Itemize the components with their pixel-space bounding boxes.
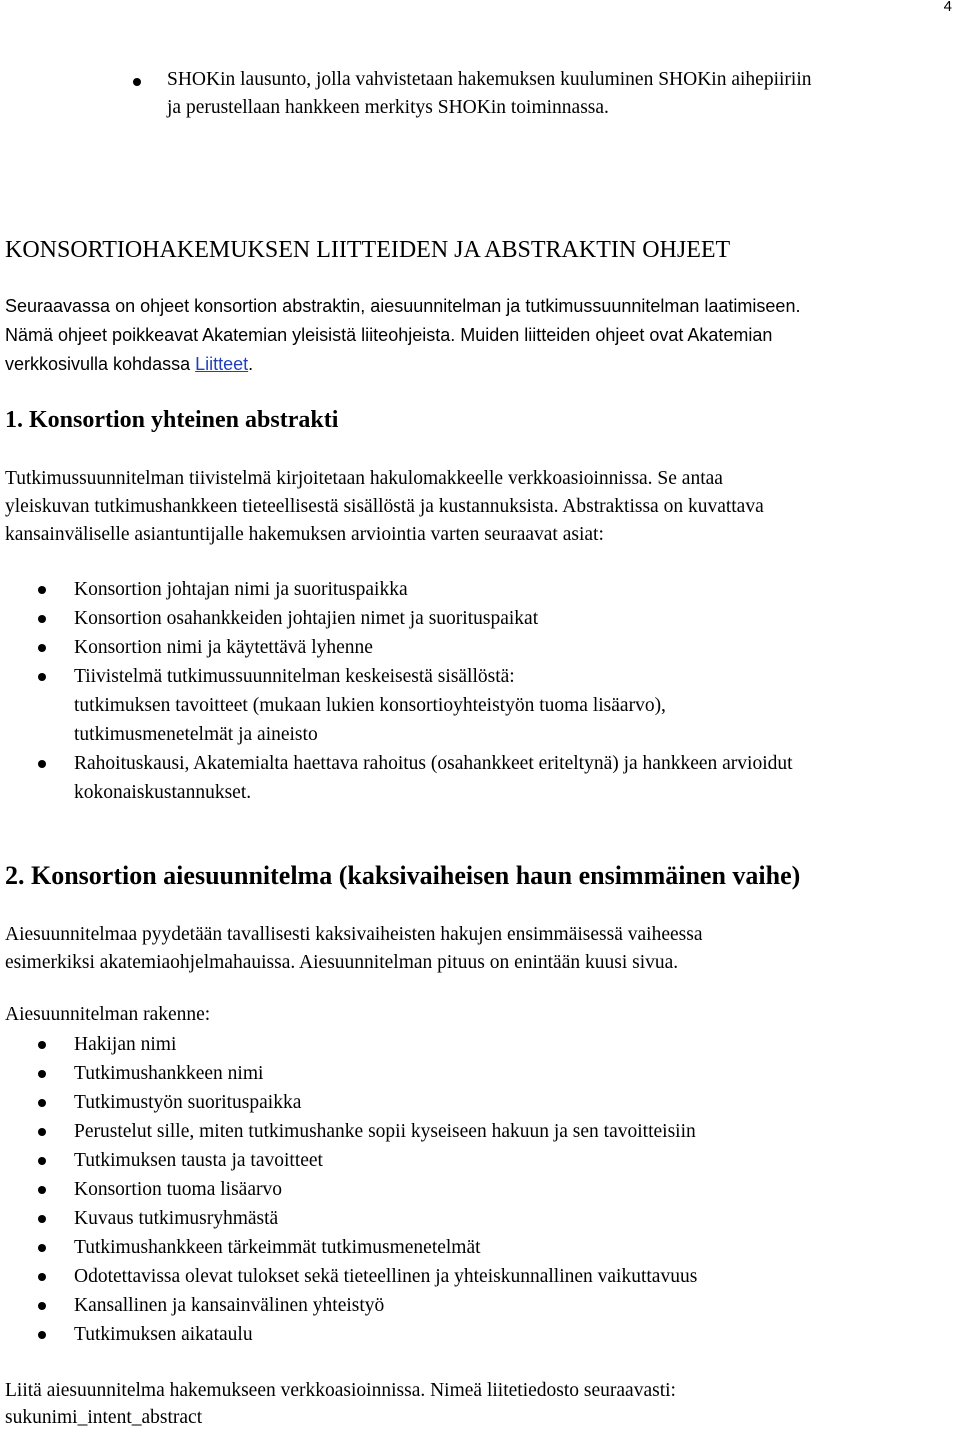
list-item (0, 1175, 697, 1204)
bullet-icon (38, 615, 46, 623)
section-1-heading: 1. Konsortion yhteinen abstrakti (5, 407, 339, 433)
bullet-icon (38, 586, 46, 594)
list-item (0, 1117, 697, 1146)
list-item (0, 575, 793, 604)
list-item-text: Kuvaus tutkimusryhmästä (74, 1208, 279, 1229)
list-item (0, 1030, 697, 1059)
structure-label: Aiesuunnitelman rakenne: (5, 1004, 211, 1025)
section-1-paragraph-line: Tutkimussuunnitelman tiivistelmä kirjoitetaan hakulomakkeelle verkkoasioinnissa. Se antaa (5, 468, 723, 489)
section-1-paragraph-line: yleiskuvan tutkimushankkeen tieteellisestä sisällöstä ja kustannuksista. Abstraktissa on kuvattava (5, 496, 764, 517)
section-2-heading: 2. Konsortion aiesuunnitelma (kaksivaiheisen haun ensimmäinen vaihe) (5, 861, 801, 890)
list-item-text: Perustelut sille, miten tutkimushanke sopii kyseiseen hakuun ja sen tavoitteisiin (74, 1121, 696, 1142)
intro-paragraph-line-3-suffix: . (248, 354, 254, 374)
list-item (0, 662, 793, 749)
intro-item-line-2: ja perustellaan hankkeen merkitys SHOKin toiminnassa. (167, 97, 609, 118)
bullet-icon (38, 1244, 46, 1252)
list-item-text: Hakijan nimi (74, 1034, 177, 1055)
list-item (0, 604, 793, 633)
bullet-icon (38, 644, 46, 652)
closing-line-2: sukunimi_intent_abstract (5, 1407, 203, 1428)
liitteet-link[interactable]: Liitteet (195, 354, 249, 374)
list-item-text: Tutkimushankkeen tärkeimmät tutkimusmenetelmät (74, 1237, 481, 1258)
list-item-text: kokonaiskustannukset. (74, 782, 252, 803)
bullet-icon (133, 78, 141, 86)
list-item (0, 1059, 697, 1088)
list-item (0, 749, 793, 807)
list-item-text: Tutkimuksen tausta ja tavoitteet (74, 1150, 323, 1171)
list-item-text: Konsortion johtajan nimi ja suorituspaikka (74, 579, 408, 600)
list-item-text: Konsortion tuoma lisäarvo (74, 1179, 282, 1200)
list-item-text: Konsortion nimi ja käytettävä lyhenne (74, 637, 373, 658)
list-item-text: Tiivistelmä tutkimussuunnitelman keskeisestä sisällöstä: (74, 666, 515, 687)
list-item (0, 633, 793, 662)
list-item-text: Tutkimustyön suorituspaikka (74, 1092, 302, 1113)
bullet-icon (38, 1070, 46, 1078)
intro-paragraph-line-2: Nämä ohjeet poikkeavat Akatemian yleisistä liiteohjeista. Muiden liitteiden ohjeet ovat Akatemian (5, 325, 773, 345)
list-item-text: tutkimusmenetelmät ja aineisto (74, 724, 318, 745)
list-item (0, 1146, 697, 1175)
section-2-list (0, 1030, 697, 1349)
list-item (0, 1204, 697, 1233)
bullet-icon (38, 760, 46, 768)
main-heading: KONSORTIOHAKEMUKSEN LIITTEIDEN JA ABSTRAKTIN OHJEET (5, 237, 731, 263)
list-item-text: Kansallinen ja kansainvälinen yhteistyö (74, 1295, 385, 1316)
list-item (0, 1291, 697, 1320)
list-item-text: Tutkimushankkeen nimi (74, 1063, 264, 1084)
bullet-icon (38, 1273, 46, 1281)
intro-paragraph-line-1: Seuraavassa on ohjeet konsortion abstraktin, aiesuunnitelman ja tutkimussuunnitelman laatimiseen. (5, 296, 801, 316)
bullet-icon (38, 1099, 46, 1107)
list-item-text: Rahoituskausi, Akatemialta haettava rahoitus (osahankkeet eriteltynä) ja hankkeen arvioidut (74, 753, 793, 774)
bullet-icon (38, 1302, 46, 1310)
bullet-icon (38, 1215, 46, 1223)
bullet-icon (38, 1331, 46, 1339)
intro-item-line-1: SHOKin lausunto, jolla vahvistetaan hakemuksen kuuluminen SHOKin aihepiiriin (167, 69, 812, 90)
section-1-list (0, 575, 793, 807)
list-item-text: tutkimuksen tavoitteet (mukaan lukien konsortioyhteistyön tuoma lisäarvo), (74, 695, 666, 716)
intro-paragraph-line-3 (5, 350, 253, 379)
bullet-icon (38, 1041, 46, 1049)
list-item-text: Odotettavissa olevat tulokset sekä tieteellinen ja yhteiskunnallinen vaikuttavuus (74, 1266, 698, 1287)
section-1-paragraph-line: kansainväliselle asiantuntijalle hakemuksen arviointia varten seuraavat asiat: (5, 524, 604, 545)
list-item (0, 1233, 697, 1262)
section-2-paragraph-line: Aiesuunnitelmaa pyydetään tavallisesti kaksivaiheisten hakujen ensimmäisessä vaiheessa (5, 924, 703, 945)
intro-paragraph-line-3-prefix: verkkosivulla kohdassa (5, 354, 196, 374)
bullet-icon (38, 1128, 46, 1136)
closing-line-1: Liitä aiesuunnitelma hakemukseen verkkoasioinnissa. Nimeä liitetiedosto seuraavasti: (5, 1380, 676, 1401)
section-2-paragraph-line: esimerkiksi akatemiaohjelmahauissa. Aiesuunnitelman pituus on enintään kuusi sivua. (5, 952, 679, 973)
list-item-text: Tutkimuksen aikataulu (74, 1324, 253, 1345)
list-item (0, 1088, 697, 1117)
bullet-icon (38, 1157, 46, 1165)
page-number: 4 (943, 0, 952, 15)
list-item (0, 1320, 697, 1349)
list-item (0, 1262, 697, 1291)
bullet-icon (38, 1186, 46, 1194)
bullet-icon (38, 673, 46, 681)
list-item-text: Konsortion osahankkeiden johtajien nimet ja suorituspaikat (74, 608, 539, 629)
